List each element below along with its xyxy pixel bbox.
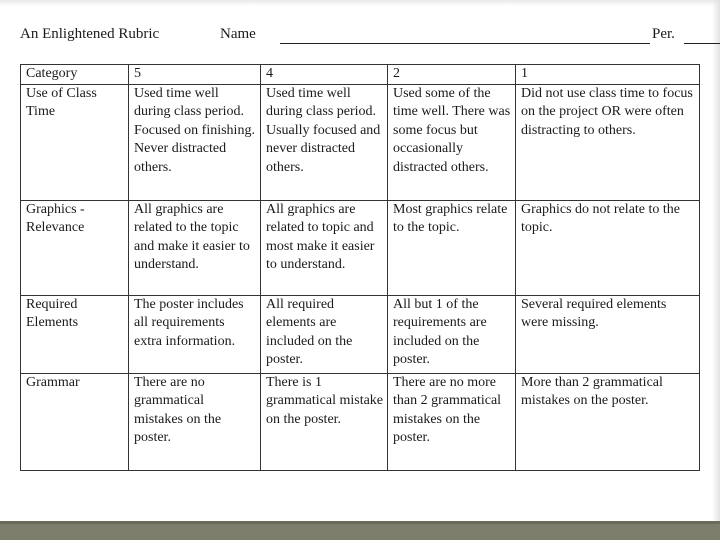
criteria-cell: Used time well during class period. Usually focused and never distracted others.	[261, 84, 388, 200]
table-row	[21, 84, 700, 200]
criteria-cell: There is 1 grammatical mistake on the poster.	[261, 373, 388, 470]
column-header-score-1: 1	[516, 65, 700, 85]
criteria-cell: All graphics are related to the topic and make it easier to understand.	[129, 200, 261, 295]
table-row	[21, 373, 700, 470]
category-cell: Required Elements	[21, 295, 129, 373]
criteria-cell: All but 1 of the requirements are included on the poster.	[388, 295, 516, 373]
rubric-table	[20, 64, 700, 471]
criteria-cell: Did not use class time to focus on the project OR were often distracting to others.	[516, 84, 700, 200]
name-label: Name	[220, 26, 256, 42]
criteria-cell: Graphics do not relate to the topic.	[516, 200, 700, 295]
period-label: Per.	[652, 26, 675, 42]
footer-accent-line	[0, 521, 720, 524]
table-row	[21, 200, 700, 295]
period-blank-line	[684, 43, 720, 44]
column-header-score-5: 5	[129, 65, 261, 85]
name-blank-line	[280, 43, 650, 44]
category-cell: Graphics - Relevance	[21, 200, 129, 295]
right-shadow	[712, 0, 720, 521]
rubric-header	[20, 26, 700, 48]
category-cell: Use of Class Time	[21, 84, 129, 200]
column-header-score-4: 4	[261, 65, 388, 85]
table-row	[21, 295, 700, 373]
footer-bar	[0, 521, 720, 540]
criteria-cell: There are no grammatical mistakes on the poster.	[129, 373, 261, 470]
column-header-category: Category	[21, 65, 129, 85]
criteria-cell: More than 2 grammatical mistakes on the poster.	[516, 373, 700, 470]
criteria-cell: All required elements are included on the poster.	[261, 295, 388, 373]
criteria-cell: Several required elements were missing.	[516, 295, 700, 373]
top-shadow	[0, 0, 720, 6]
table-header-row	[21, 65, 700, 85]
column-header-score-2: 2	[388, 65, 516, 85]
criteria-cell: There are no more than 2 grammatical mistakes on the poster.	[388, 373, 516, 470]
criteria-cell: All graphics are related to topic and most make it easier to understand.	[261, 200, 388, 295]
criteria-cell: The poster includes all requirements extra information.	[129, 295, 261, 373]
rubric-title: An Enlightened Rubric	[20, 26, 160, 42]
criteria-cell: Used time well during class period. Focused on finishing. Never distracted others.	[129, 84, 261, 200]
category-cell: Grammar	[21, 373, 129, 470]
criteria-cell: Most graphics relate to the topic.	[388, 200, 516, 295]
criteria-cell: Used some of the time well. There was some focus but occasionally distracted others.	[388, 84, 516, 200]
